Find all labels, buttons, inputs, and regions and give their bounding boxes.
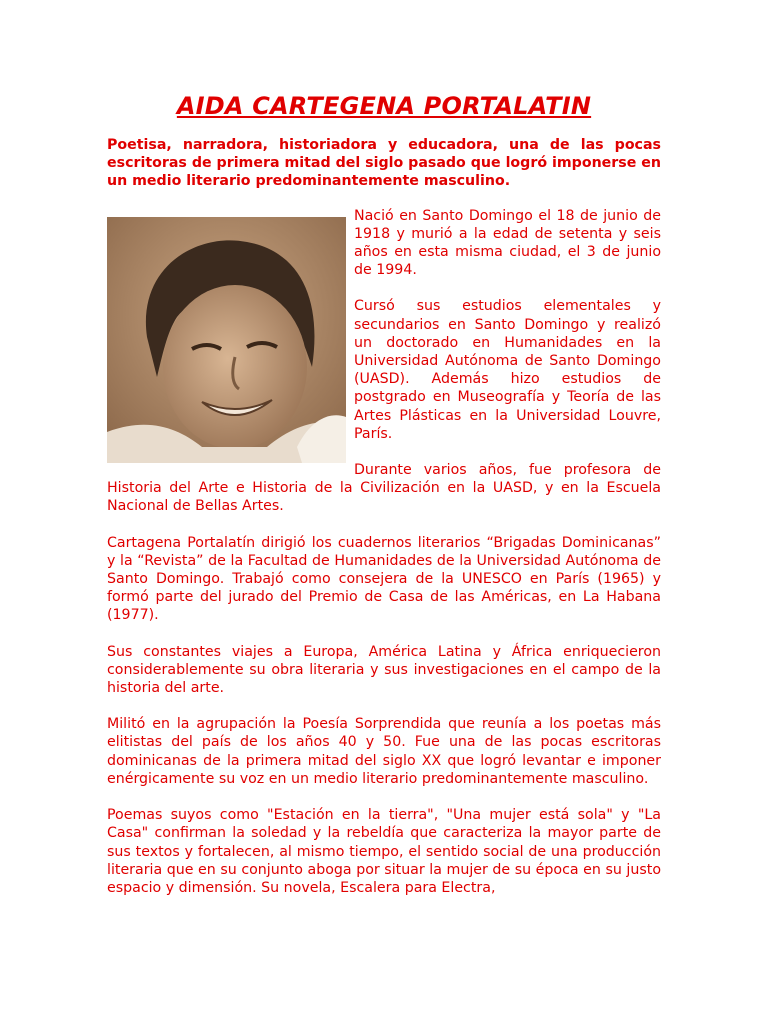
poems-paragraph: Poemas suyos como "Estación en la tierra", "Una mujer está sola" y "La Casa" confirman la soledad y la rebeldía que caracteriza la mayor parte de sus textos y fortalecen, al mismo tiempo, el sentido social de una producción literaria que en su conjunto aboga por situar la mujer de su época en su justo espacio y dimensión. Su novela, Escalera para Electra, xyxy=(107,807,661,896)
document-title: AIDA CARTEGENA PORTALATIN xyxy=(176,92,592,120)
portrait-photo xyxy=(107,217,346,463)
intro-paragraph: Poetisa, narradora, historiadora y educadora, una de las pocas escritoras de primera mitad del siglo pasado que logró imponerse en un medio literario predominantemente masculino. xyxy=(107,137,662,190)
travel-paragraph: Sus constantes viajes a Europa, América Latina y África enriquecieron considerablemente su obra literaria y sus investigaciones en el campo de la historia del arte. xyxy=(107,643,661,697)
birth-paragraph: Nació en Santo Domingo el 18 de junio de 1918 y murió a la edad de setenta y seis años en esta misma ciudad, el 3 de junio de 1994. xyxy=(354,207,661,279)
document-body xyxy=(107,136,661,915)
teaching-paragraph: Durante varios años, fue profesora de Historia del Arte e Historia de la Civilización en la UASD, y en la Escuela Nacional de Bellas Artes. xyxy=(107,462,661,515)
movement-paragraph: Militó en la agrupación la Poesía Sorprendida que reunía a los poetas más elitistas del país de los años 40 y 50. Fue una de las pocas escritoras dominicanas de la primera mitad del siglo XX que logró levantar e imponer enérgicamente su voz en un medio literario predominantemente masculino. xyxy=(107,716,661,787)
studies-paragraph: Cursó sus estudios elementales y secundarios en Santo Domingo y realizó un doctorado en Humanidades en la Universidad Autónoma de Santo Domingo (UASD). Además hizo estudios de postgrado en Museografía y Teoría de las Artes Plásticas en la Universidad Louvre, París. xyxy=(354,298,661,442)
portrait-image xyxy=(107,217,346,463)
career-paragraph: Cartagena Portalatín dirigió los cuadernos literarios “Brigadas Dominicanas” y la “Revista” de la Facultad de Humanidades de la Universidad Autónoma de Santo Domingo. Trabajó como consejera de la UNESCO en París (1965) y formó parte del jurado del Premio de Casa de las Américas, en La Habana (1977). xyxy=(107,534,661,624)
